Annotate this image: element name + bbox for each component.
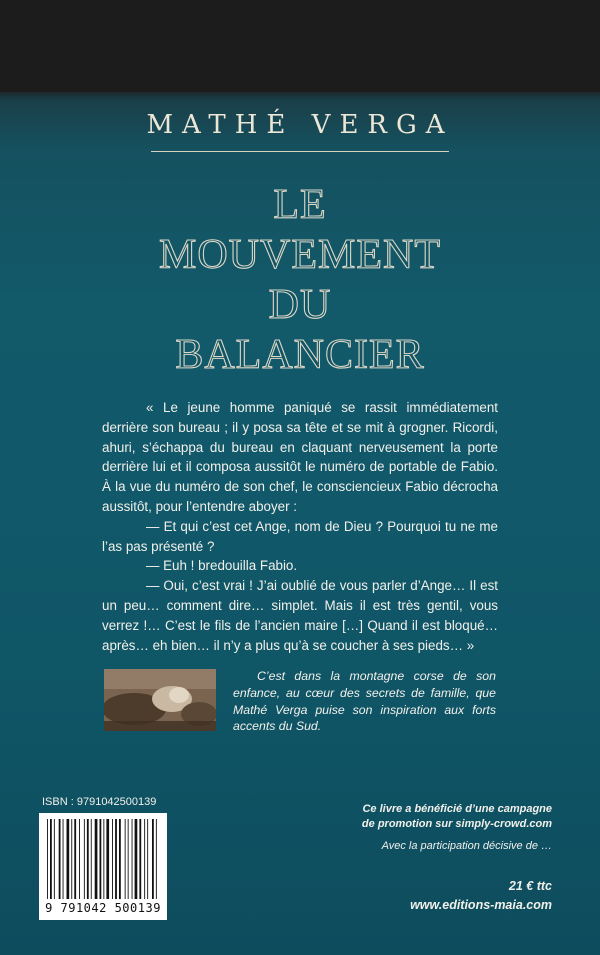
barcode-bar	[100, 819, 102, 899]
barcode-bar	[144, 819, 145, 899]
barcode-bar	[128, 819, 129, 899]
barcode-bar	[106, 819, 109, 899]
barcode-bar	[132, 819, 133, 899]
barcode-bars	[39, 813, 167, 901]
barcode-bar	[152, 819, 154, 899]
author-name: MATHÉ VERGA	[146, 110, 454, 140]
barcode-bar	[125, 819, 126, 899]
barcode-number: 9 791042 500139	[45, 901, 161, 915]
title-line-3: DU	[268, 282, 332, 328]
excerpt-paragraph: — Euh ! bredouilla Fabio.	[146, 558, 298, 574]
barcode-bar	[79, 819, 80, 899]
barcode-bar	[47, 819, 48, 899]
barcode-bar	[156, 819, 157, 899]
barcode-bar	[63, 819, 64, 899]
title-line-4: BALANCIER	[175, 332, 425, 378]
promo-text	[232, 802, 552, 832]
barcode-bar	[74, 819, 76, 899]
author-bio: C’est dans la montagne corse de son enfance, au cœur des secrets de famille, que Mathé Verga puise son inspiration aux forts accents du Sud.	[233, 669, 496, 734]
barcode-bar	[59, 819, 61, 899]
photo-illustration	[104, 669, 216, 731]
book-excerpt	[102, 398, 498, 655]
barcode-bar	[112, 819, 113, 899]
participation-text: Avec la participation décisive de …	[381, 840, 552, 852]
barcode-bar	[115, 819, 117, 899]
price: 21 € ttc	[508, 879, 552, 893]
author-photo	[104, 669, 216, 731]
barcode-bar	[54, 819, 55, 899]
barcode-bar	[71, 819, 72, 899]
title-line-2: MOUVEMENT	[159, 232, 441, 278]
barcode-bar	[87, 819, 89, 899]
barcode-bar	[139, 819, 141, 899]
promo-line-2: de promotion sur simply-crowd.com	[361, 818, 552, 830]
publisher-website: www.editions-maia.com	[410, 898, 552, 912]
excerpt-paragraph: — Et qui c’est cet Ange, nom de Dieu ? Pourquoi tu ne me l’as pas présenté ?	[102, 518, 498, 554]
barcode-bar	[119, 819, 121, 899]
title-line-1: LE	[273, 182, 327, 228]
barcode-bar	[95, 819, 98, 899]
promo-line-1: Ce livre a bénéficié d’une campagne	[362, 803, 552, 815]
excerpt-paragraph: « Le jeune homme paniqué se rassit immédiatement derrière son bureau ; il y posa sa tête et se mit à grogner. Ricordi, ahuri, s’échappa du bureau en claquant nerveusement la porte derrière lui et il composa aussitôt le numéro de portable de Fabio. À la vue du numéro de son chef, le consciencieux Fabio décrocha aussitôt, pour l’entendre aboyer :	[102, 400, 498, 514]
excerpt-paragraph: — Oui, c’est vrai ! J’ai oublié de vous parler d’Ange… Il est un peu… comment dire… simplet. Mais il est très gentil, vous verrez !… C’est le fils de l’ancien maire […] Quand il est bloqué… après… eh bien… il n’y a plus qu’à se coucher à ses pieds… »	[102, 578, 498, 653]
barcode-bar	[50, 819, 52, 899]
barcode	[39, 813, 167, 920]
barcode-bar	[84, 819, 85, 899]
barcode-bar	[91, 819, 92, 899]
barcode-bar	[103, 819, 104, 899]
isbn-label: ISBN : 9791042500139	[42, 796, 157, 808]
top-band	[0, 0, 600, 92]
author-underline	[151, 151, 449, 152]
barcode-bar	[67, 819, 70, 899]
barcode-bar	[147, 819, 148, 899]
barcode-bar	[135, 819, 138, 899]
